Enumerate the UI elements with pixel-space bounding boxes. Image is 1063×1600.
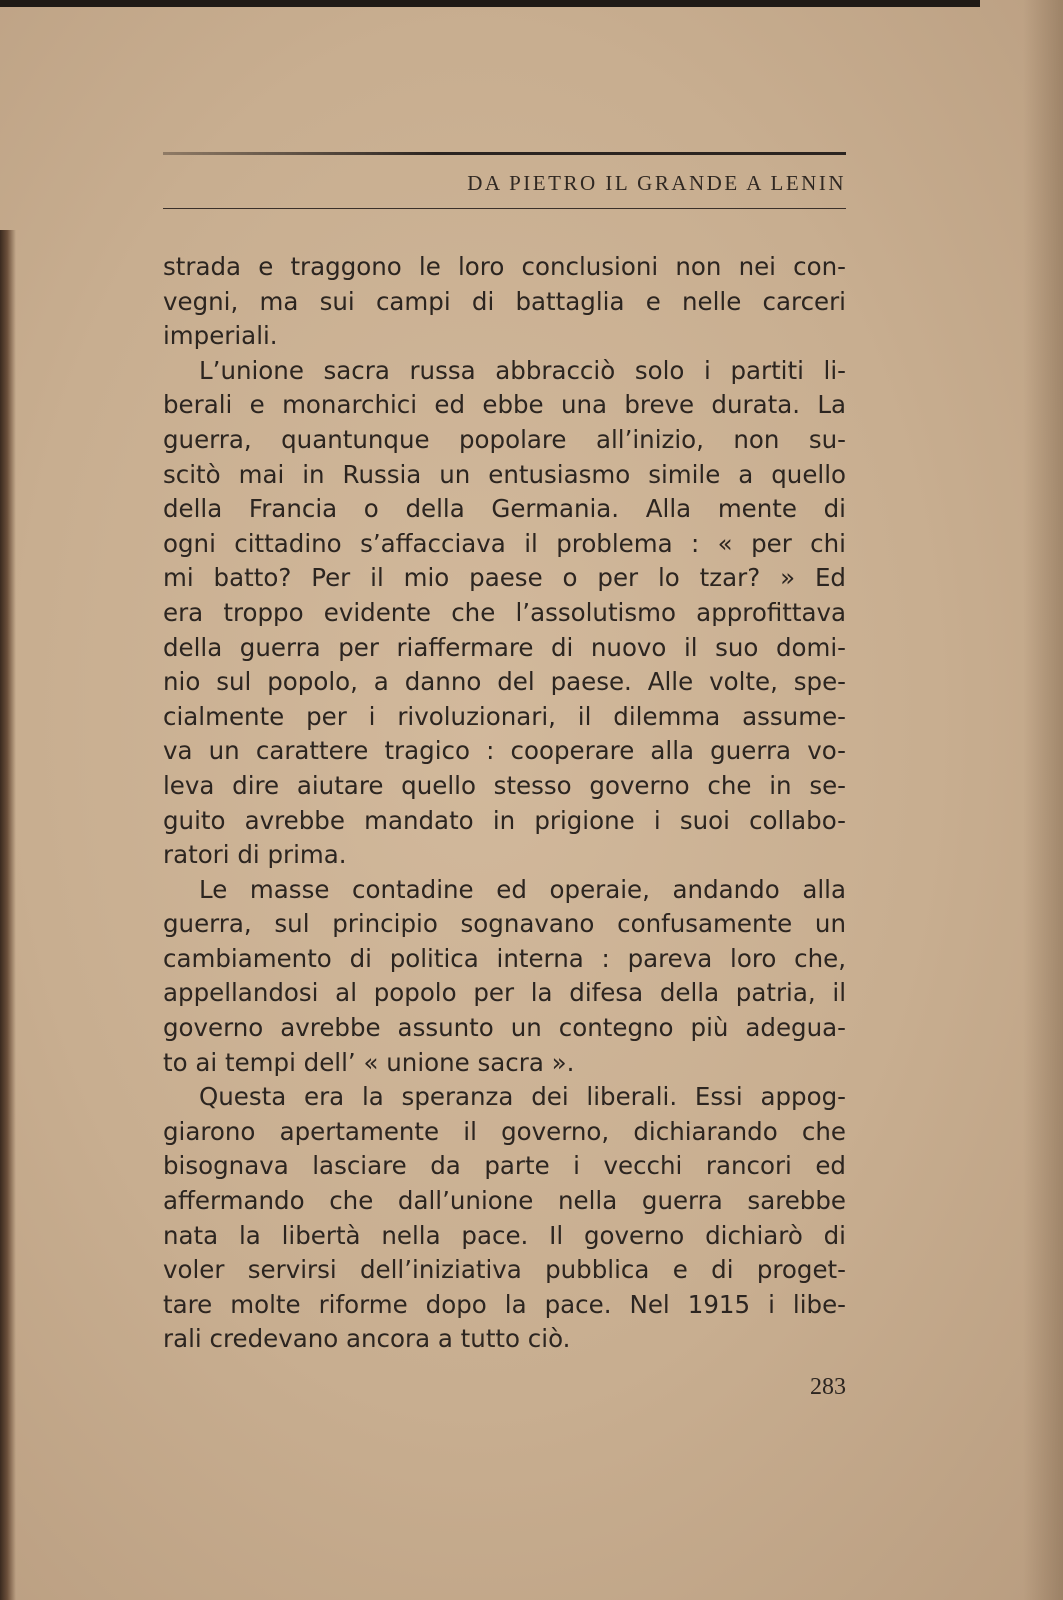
text-line: imperiali. [163,321,278,351]
text-line: nio sul popolo, a danno del paese. Alle volte, spe- [163,667,846,697]
page-top-edge [0,0,980,7]
text-line: guerra, quantunque popolare all’inizio, non su- [163,424,846,454]
text-line: cialmente per i rivoluzionari, il dilemma assume- [163,701,846,731]
page-binding-edge [0,230,16,1600]
text-line: della guerra per riaffermare di nuovo il suo domi- [163,632,846,662]
text-line: affermando che dall’unione nella guerra sarebbe [163,1186,846,1216]
text-line: strada e traggono le loro conclusioni non nei con- [163,252,846,281]
text-line: voler servirsi dell’iniziativa pubblica e di proget- [163,1255,846,1285]
header-bottom-rule [163,208,846,209]
text-line: era troppo evidente che l’assolutismo approfittava [163,597,846,627]
text-line: giarono apertamente il governo, dichiarando che [163,1116,846,1146]
text-line: rali credevano ancora a tutto ciò. [163,1324,571,1354]
text-line: governo avrebbe assunto un contegno più adegua- [163,1013,846,1043]
text-line: guerra, sul principio sognavano confusamente un [163,909,846,939]
text-line: bisognava lasciare da parte i vecchi rancori ed [163,1151,846,1181]
text-line: nata la libertà nella pace. Il governo dichiarò di [163,1220,846,1250]
text-line: leva dire aiutare quello stesso governo che in se- [163,770,846,800]
text-line: della Francia o della Germania. Alla mente di [163,494,846,524]
text-line: Le masse contadine ed operaie, andando alla [199,874,846,904]
text-line: vegni, ma sui campi di battaglia e nelle carceri [163,286,846,316]
text-line: to ai tempi dell’ « unione sacra ». [163,1047,575,1077]
text-line: ogni cittadino s’affacciava il problema : « per chi [163,528,846,558]
text-line: cambiamento di politica interna : pareva loro che, [163,943,846,973]
text-line: mi batto? Per il mio paese o per lo tzar? » Ed [163,563,846,593]
body-text [163,250,846,1357]
text-line: tare molte riforme dopo la pace. Nel 1915 i libe- [163,1289,846,1319]
text-line: L’unione sacra russa abbracciò solo i partiti li- [199,355,846,385]
header-top-rule [163,152,846,155]
text-line: va un carattere tragico : cooperare alla guerra vo- [163,736,846,766]
text-line: berali e monarchici ed ebbe una breve durata. La [163,390,846,420]
running-title: DA PIETRO IL GRANDE A LENIN [467,171,846,195]
text-line: ratori di prima. [163,840,347,870]
text-line: guito avrebbe mandato in prigione i suoi collabo- [163,805,846,835]
text-line: scitò mai in Russia un entusiasmo simile a quello [163,459,846,489]
page-header [163,152,846,209]
text-line: Questa era la speranza dei liberali. Essi appog- [199,1082,846,1112]
text-line: appellandosi al popolo per la difesa della patria, il [163,978,846,1008]
page-right-shadow [1023,0,1063,1600]
page-number: 283 [810,1374,846,1400]
